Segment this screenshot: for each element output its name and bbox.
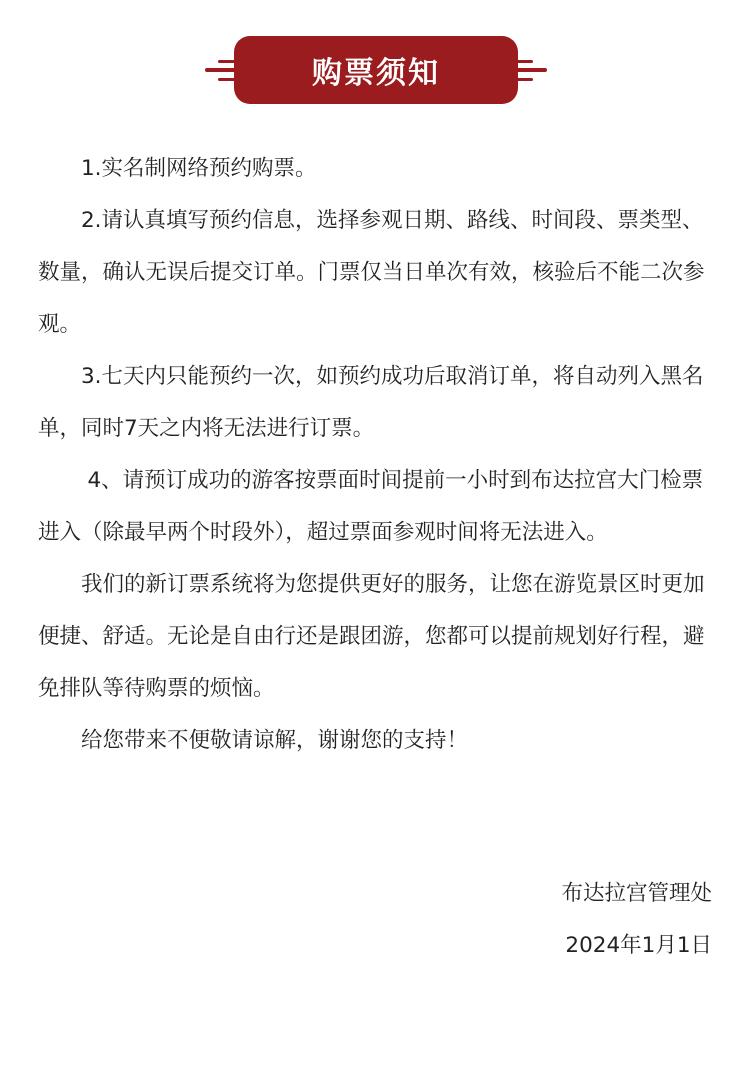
signature-office: 布达拉宫管理处 <box>561 881 712 906</box>
signature-date: 2024年1月1日 <box>565 933 712 958</box>
banner-decoration-line <box>503 68 547 72</box>
notice-item-2: 2.请认真填写预约信息，选择参观日期、路线、时间段、票类型、数量，确认无误后提交订单。门票仅当日单次有效，核验后不能二次参观。 <box>38 208 705 337</box>
notice-item-1: 1.实名制网络预约购票。 <box>81 156 317 181</box>
title-banner <box>0 36 750 104</box>
notice-paragraph-service: 我们的新订票系统将为您提供更好的服务，让您在游览景区时更加便捷、舒适。无论是自由行还是跟团游，您都可以提前规划好行程，避免排队等待购票的烦恼。 <box>38 572 705 701</box>
banner-decoration-line <box>503 78 533 81</box>
page-title: 购票须知 <box>234 36 518 104</box>
notice-item-4: 4、请预订成功的游客按票面时间提前一小时到布达拉宫大门检票进入（除最早两个时段外），超过票面参观时间将无法进入。 <box>38 468 704 545</box>
notice-paragraph-apology: 给您带来不便敬请谅解，谢谢您的支持！ <box>81 728 469 753</box>
notice-item-3: 3.七天内只能预约一次，如预约成功后取消订单，将自动列入黑名单，同时7天之内将无法进行订票。 <box>38 364 704 441</box>
notice-body <box>38 143 712 767</box>
banner-decoration-line <box>503 60 533 63</box>
signature-block <box>561 868 712 972</box>
